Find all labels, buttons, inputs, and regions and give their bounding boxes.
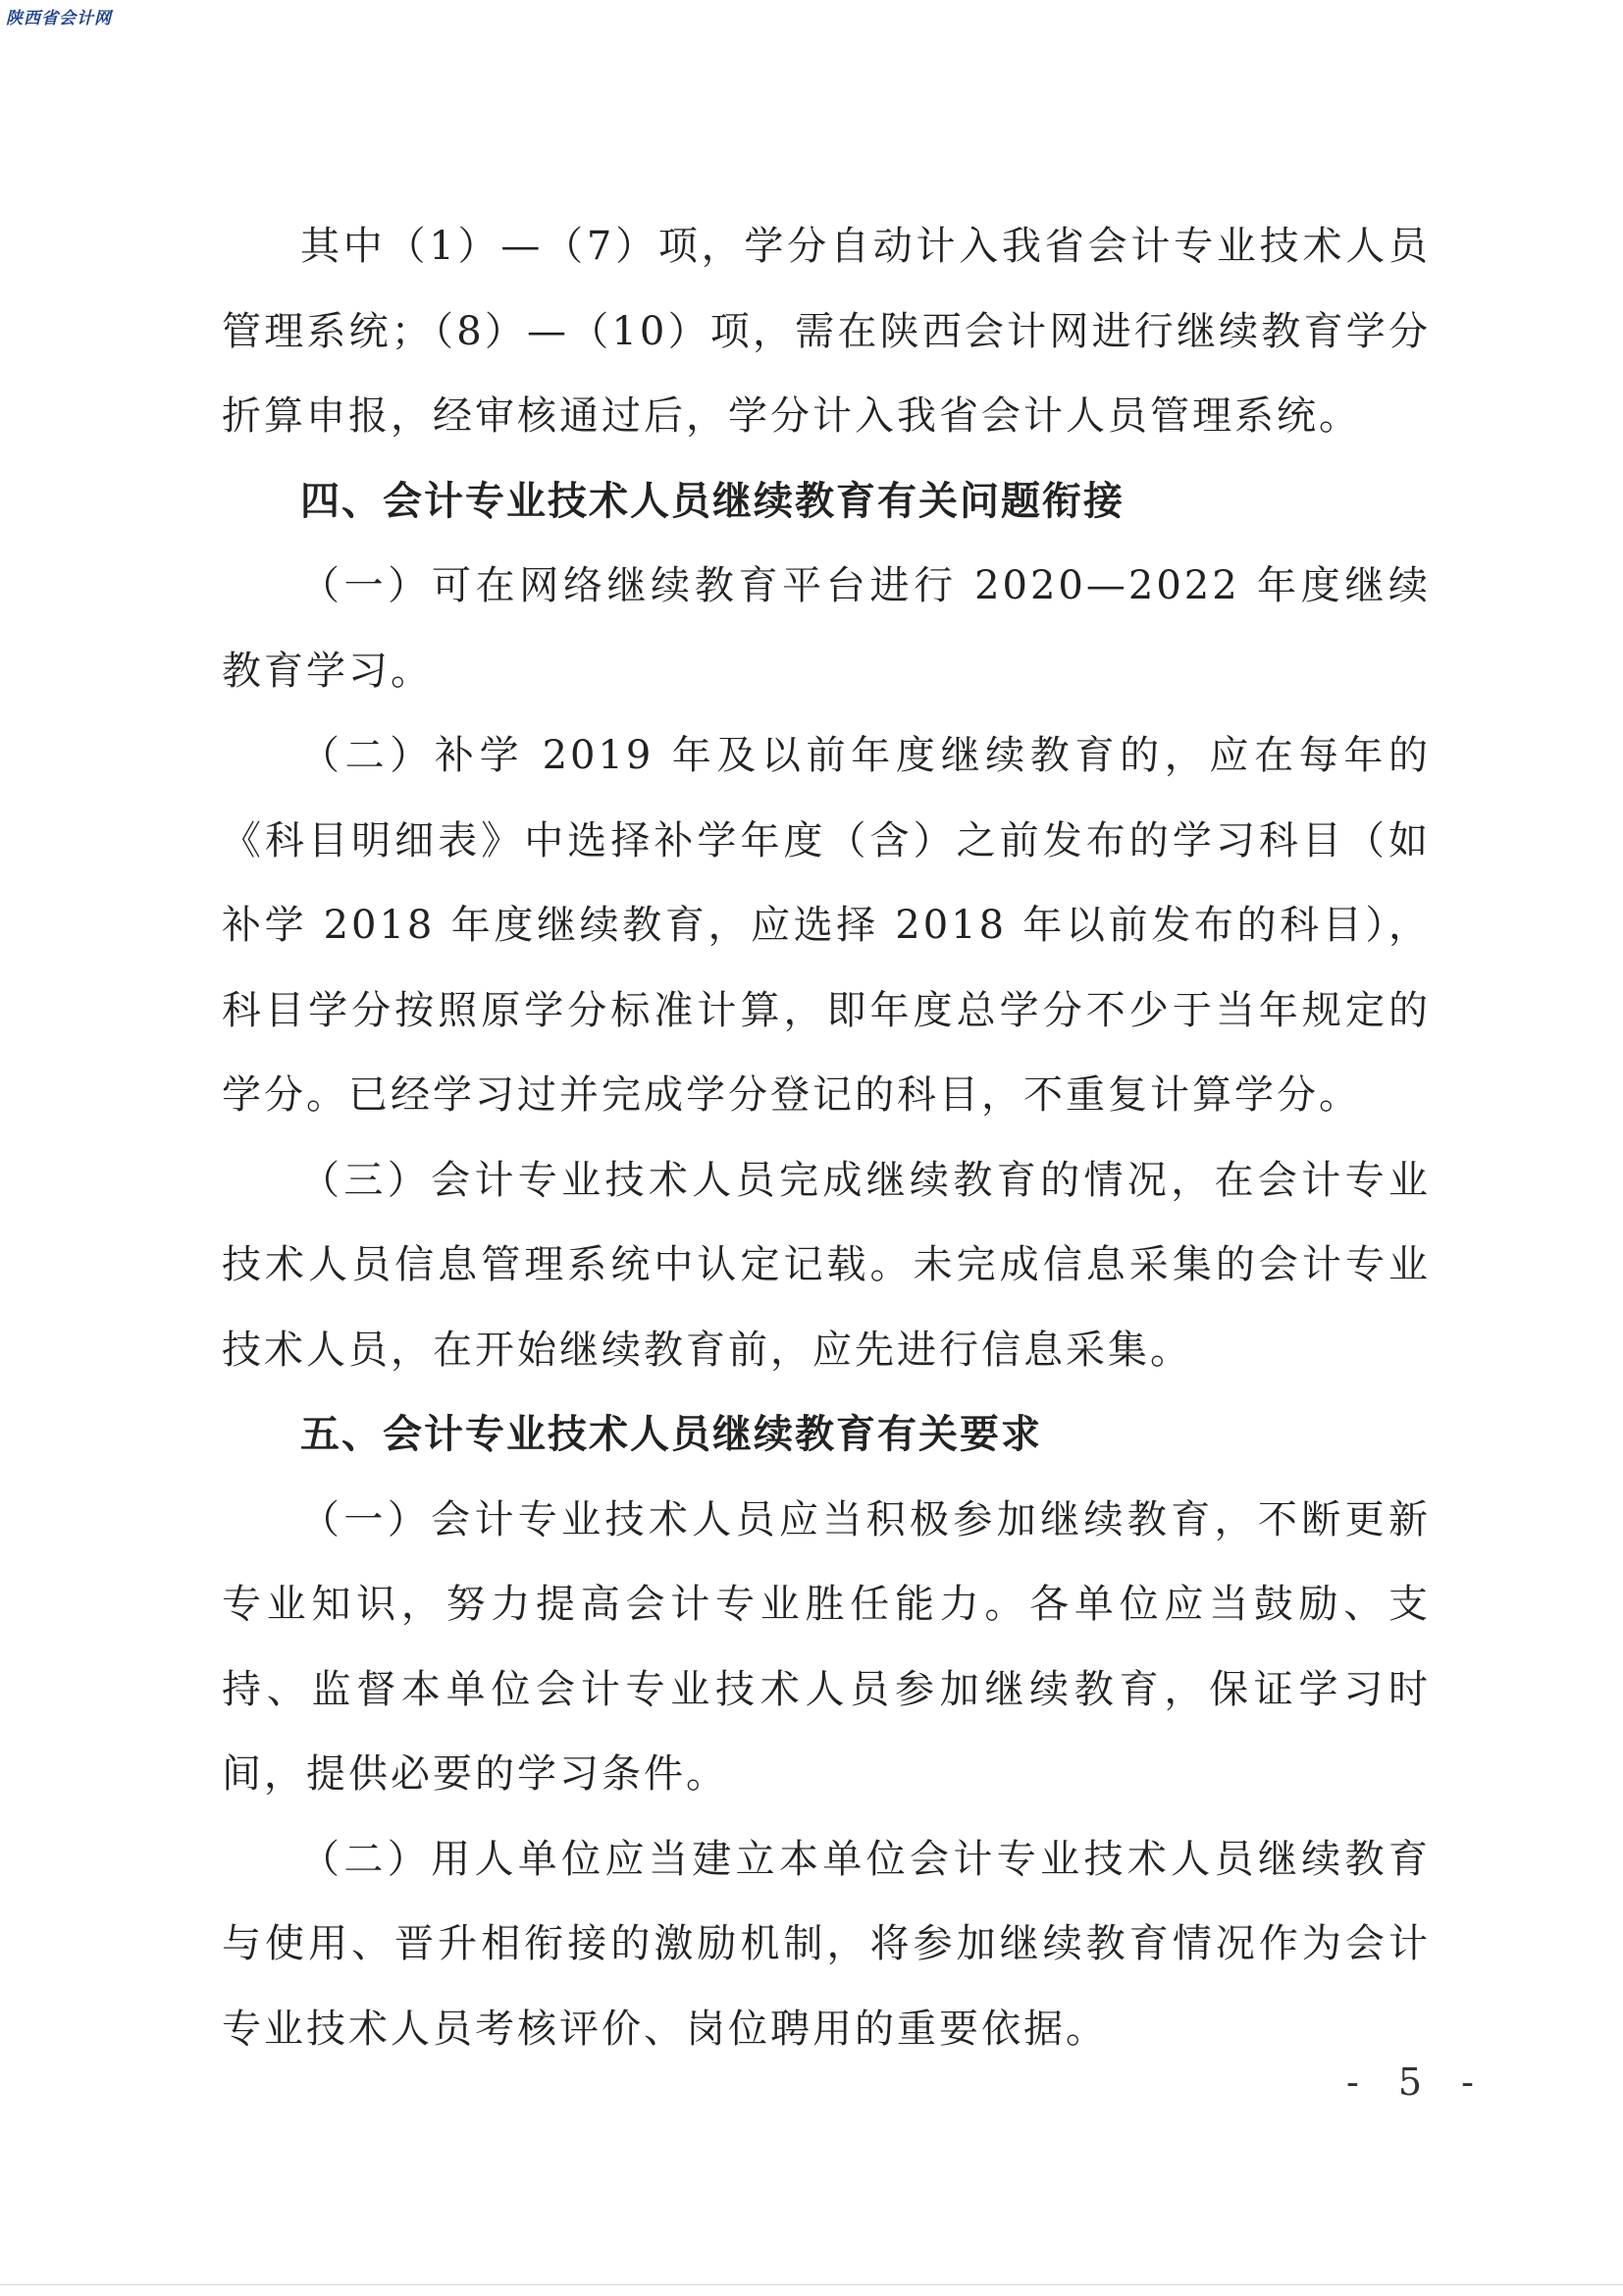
section-heading-4: 四、会计专业技术人员继续教育有关问题衔接 <box>300 478 1125 524</box>
paragraph-4-1: （一）可在网络继续教育平台进行 2020—2022 年度继续教育学习。 <box>222 563 1431 694</box>
page-number: - 5 - <box>1346 2061 1489 2104</box>
section-heading-5: 五、会计专业技术人员继续教育有关要求 <box>300 1412 1042 1457</box>
page-bottom-divider <box>0 2284 1623 2285</box>
paragraph-5-1: （一）会计专业技术人员应当积极参加继续教育，不断更新专业知识，努力提高会计专业胜任能力。各单位应当鼓励、支持、监督本单位会计专业技术人员参加继续教育，保证学习时间，提供必要的学习条件。 <box>222 1496 1431 1797</box>
paragraph-credit-rules: 其中（1）—（7）项，学分自动计入我省会计专业技术人员管理系统；（8）—（10）项，需在陕西会计网进行继续教育学分折算申报，经审核通过后，学分计入我省会计人员管理系统。 <box>222 224 1431 439</box>
document-body <box>222 204 1431 2071</box>
paragraph-4-2: （二）补学 2019 年及以前年度继续教育的，应在每年的《科目明细表》中选择补学年度（含）之前发布的学习科目（如补学 2018 年度继续教育，应选择 2018 年以前发布的科目），科目学分按照原学分标准计算，即年度总学分不少于当年规定的学分。已经学习过并完成学分登记的科目，不重复计算学分。 <box>222 733 1431 1118</box>
site-watermark: 陕西省会计网 <box>6 9 112 28</box>
paragraph-4-3: （三）会计专业技术人员完成继续教育的情况，在会计专业技术人员信息管理系统中认定记载。未完成信息采集的会计专业技术人员，在开始继续教育前，应先进行信息采集。 <box>222 1157 1431 1373</box>
paragraph-5-2: （二）用人单位应当建立本单位会计专业技术人员继续教育与使用、晋升相衔接的激励机制，将参加继续教育情况作为会计专业技术人员考核评价、岗位聘用的重要依据。 <box>222 1836 1431 2052</box>
